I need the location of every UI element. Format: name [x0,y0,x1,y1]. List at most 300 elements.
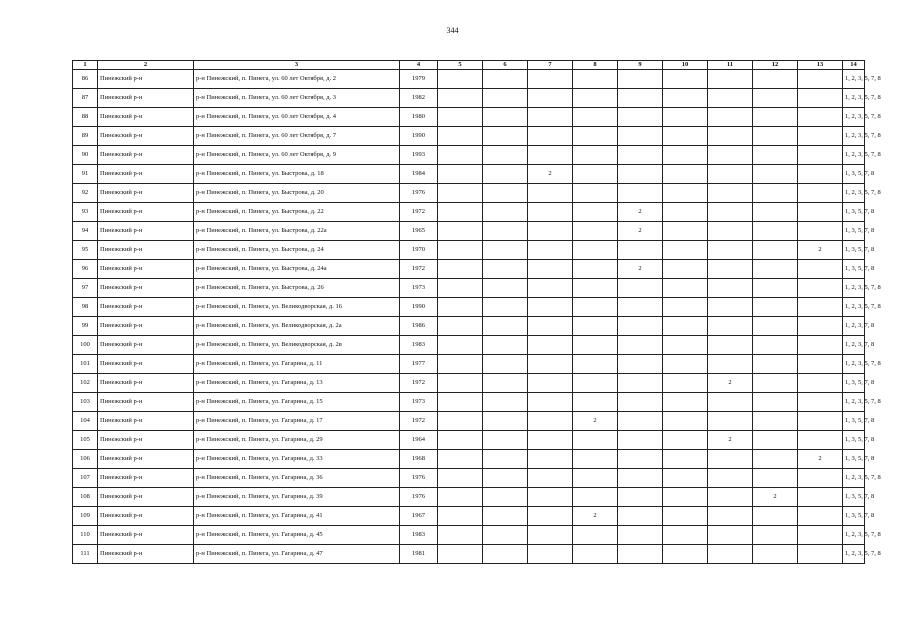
year-cell: 1983 [400,336,438,355]
value-cell-7 [528,412,573,431]
value-cell-13 [798,317,843,336]
address-cell: р-н Пинежский, п. Пинега, ул. Гагарина, д. 41 [194,507,400,526]
row-number: 106 [73,450,98,469]
table-row [73,355,865,374]
table-body [73,70,881,564]
address-cell: р-н Пинежский, п. Пинега, ул. Гагарина, д. 17 [194,412,400,431]
value-cell-5 [438,203,483,222]
row-number: 110 [73,526,98,545]
criteria-cell: 1, 3, 5, 7, 8 [843,241,865,260]
value-cell-5 [438,507,483,526]
district-cell: Пинежский р-н [98,70,194,89]
district-cell: Пинежский р-н [98,450,194,469]
address-cell: р-н Пинежский, п. Пинега, ул. Гагарина, д. 45 [194,526,400,545]
value-cell-7 [528,431,573,450]
value-cell-12 [753,431,798,450]
district-cell: Пинежский р-н [98,298,194,317]
row-number: 108 [73,488,98,507]
value-cell-8 [573,298,618,317]
value-cell-13 [798,412,843,431]
value-cell-8 [573,317,618,336]
value-cell-8 [573,336,618,355]
value-cell-11 [708,412,753,431]
value-cell-9 [618,488,663,507]
value-cell-6 [483,545,528,564]
row-number: 87 [73,89,98,108]
table-row [73,488,865,507]
value-cell-13 [798,374,843,393]
year-cell: 1968 [400,450,438,469]
value-cell-12 [753,184,798,203]
value-cell-8 [573,545,618,564]
value-cell-10 [663,127,708,146]
criteria-cell: 1, 3, 5, 7, 8 [843,412,865,431]
criteria-cell: 1, 2, 3, 5, 7, 8 [843,545,865,564]
value-cell-12 [753,70,798,89]
value-cell-7 [528,108,573,127]
district-cell: Пинежский р-н [98,317,194,336]
column-header: 7 [528,61,573,70]
table-row [73,298,865,317]
address-cell: р-н Пинежский, п. Пинега, ул. Быстрова, д. 18 [194,165,400,184]
value-cell-6 [483,317,528,336]
row-number: 104 [73,412,98,431]
value-cell-9 [618,412,663,431]
value-cell-12 [753,241,798,260]
value-cell-8 [573,70,618,89]
value-cell-9 [618,317,663,336]
value-cell-8 [573,450,618,469]
value-cell-7 [528,241,573,260]
table-row [73,374,865,393]
value-cell-10 [663,412,708,431]
value-cell-12 [753,374,798,393]
value-cell-11: 2 [708,374,753,393]
value-cell-11 [708,146,753,165]
year-cell: 1984 [400,165,438,184]
criteria-cell: 1, 3, 5, 7, 8 [843,488,865,507]
value-cell-5 [438,127,483,146]
value-cell-8 [573,431,618,450]
address-cell: р-н Пинежский, п. Пинега, ул. Гагарина, д. 36 [194,469,400,488]
value-cell-10 [663,355,708,374]
table-row [73,241,865,260]
value-cell-10 [663,336,708,355]
value-cell-5 [438,488,483,507]
criteria-cell: 1, 2, 3, 5, 7, 8 [843,89,865,108]
row-number: 88 [73,108,98,127]
value-cell-5 [438,89,483,108]
table-row [73,203,865,222]
address-cell: р-н Пинежский, п. Пинега, ул. Быстрова, д. 22 [194,203,400,222]
value-cell-5 [438,165,483,184]
column-header: 10 [663,61,708,70]
value-cell-11 [708,127,753,146]
value-cell-12 [753,469,798,488]
value-cell-7 [528,450,573,469]
address-cell: р-н Пинежский, п. Пинега, ул. Быстрова, д. 20 [194,184,400,203]
value-cell-9 [618,241,663,260]
district-cell: Пинежский р-н [98,241,194,260]
value-cell-8 [573,526,618,545]
value-cell-7 [528,260,573,279]
value-cell-5 [438,70,483,89]
address-cell: р-н Пинежский, п. Пинега, ул. Великодворская, д. 2в [194,336,400,355]
criteria-cell: 1, 3, 5, 7, 8 [843,507,865,526]
value-cell-11 [708,450,753,469]
value-cell-5 [438,545,483,564]
value-cell-8 [573,374,618,393]
row-number: 101 [73,355,98,374]
table-row [73,279,865,298]
criteria-cell: 1, 2, 3, 7, 8 [843,336,865,355]
criteria-cell: 1, 3, 5, 7, 8 [843,374,865,393]
year-cell: 1972 [400,260,438,279]
value-cell-11 [708,241,753,260]
district-cell: Пинежский р-н [98,336,194,355]
row-number: 97 [73,279,98,298]
address-cell: р-н Пинежский, п. Пинега, ул. Гагарина, д. 15 [194,393,400,412]
value-cell-7 [528,355,573,374]
value-cell-13 [798,545,843,564]
year-cell: 1970 [400,241,438,260]
address-cell: р-н Пинежский, п. Пинега, ул. Быстрова, д. 24 [194,241,400,260]
value-cell-10 [663,146,708,165]
value-cell-6 [483,526,528,545]
value-cell-11 [708,165,753,184]
value-cell-5 [438,469,483,488]
row-number: 94 [73,222,98,241]
district-cell: Пинежский р-н [98,431,194,450]
table-row [73,70,865,89]
value-cell-5 [438,450,483,469]
value-cell-10 [663,526,708,545]
value-cell-10 [663,89,708,108]
value-cell-9 [618,336,663,355]
address-cell: р-н Пинежский, п. Пинега, ул. 60 лет Октября, д. 3 [194,89,400,108]
value-cell-5 [438,260,483,279]
value-cell-10 [663,203,708,222]
row-number: 111 [73,545,98,564]
value-cell-13 [798,203,843,222]
value-cell-11: 2 [708,431,753,450]
value-cell-11 [708,526,753,545]
row-number: 89 [73,127,98,146]
value-cell-7 [528,222,573,241]
value-cell-6 [483,127,528,146]
district-cell: Пинежский р-н [98,412,194,431]
table-row [73,165,865,184]
table-row [73,431,865,450]
value-cell-11 [708,279,753,298]
value-cell-6 [483,412,528,431]
value-cell-13 [798,336,843,355]
value-cell-5 [438,108,483,127]
value-cell-13 [798,260,843,279]
year-cell: 1964 [400,431,438,450]
value-cell-10 [663,507,708,526]
value-cell-12 [753,317,798,336]
table-row [73,393,865,412]
value-cell-12 [753,336,798,355]
value-cell-12 [753,165,798,184]
value-cell-9: 2 [618,203,663,222]
criteria-cell: 1, 3, 5, 7, 8 [843,450,865,469]
district-cell: Пинежский р-н [98,279,194,298]
district-cell: Пинежский р-н [98,165,194,184]
value-cell-12 [753,393,798,412]
value-cell-6 [483,355,528,374]
column-header: 11 [708,61,753,70]
district-cell: Пинежский р-н [98,260,194,279]
value-cell-8 [573,260,618,279]
criteria-cell: 1, 2, 3, 5, 7, 8 [843,469,865,488]
column-header: 8 [573,61,618,70]
table-row [73,526,865,545]
value-cell-7 [528,469,573,488]
district-cell: Пинежский р-н [98,374,194,393]
table-row [73,222,865,241]
row-number: 96 [73,260,98,279]
district-cell: Пинежский р-н [98,507,194,526]
value-cell-5 [438,222,483,241]
value-cell-6 [483,469,528,488]
value-cell-10 [663,317,708,336]
value-cell-6 [483,260,528,279]
address-cell: р-н Пинежский, п. Пинега, ул. Гагарина, д. 11 [194,355,400,374]
value-cell-10 [663,184,708,203]
column-header: 13 [798,61,843,70]
value-cell-13: 2 [798,241,843,260]
value-cell-12 [753,108,798,127]
value-cell-9 [618,431,663,450]
value-cell-5 [438,241,483,260]
table-row [73,317,865,336]
value-cell-11 [708,222,753,241]
district-cell: Пинежский р-н [98,203,194,222]
column-header: 2 [98,61,194,70]
value-cell-13 [798,108,843,127]
value-cell-6 [483,336,528,355]
year-cell: 1976 [400,469,438,488]
value-cell-9 [618,374,663,393]
value-cell-13 [798,146,843,165]
district-cell: Пинежский р-н [98,127,194,146]
value-cell-13 [798,279,843,298]
year-cell: 1982 [400,89,438,108]
value-cell-10 [663,393,708,412]
value-cell-10 [663,108,708,127]
value-cell-5 [438,298,483,317]
table-row [73,260,865,279]
value-cell-7 [528,279,573,298]
district-cell: Пинежский р-н [98,355,194,374]
year-cell: 1979 [400,70,438,89]
year-cell: 1993 [400,146,438,165]
value-cell-6 [483,507,528,526]
value-cell-8 [573,203,618,222]
value-cell-9 [618,70,663,89]
criteria-cell: 1, 2, 3, 5, 7, 8 [843,146,865,165]
value-cell-5 [438,431,483,450]
value-cell-9 [618,469,663,488]
value-cell-12 [753,298,798,317]
table-row [73,89,865,108]
value-cell-9 [618,526,663,545]
value-cell-10 [663,298,708,317]
value-cell-6 [483,298,528,317]
address-cell: р-н Пинежский, п. Пинега, ул. Гагарина, д. 13 [194,374,400,393]
value-cell-13 [798,298,843,317]
value-cell-13: 2 [798,450,843,469]
value-cell-6 [483,184,528,203]
district-cell: Пинежский р-н [98,222,194,241]
value-cell-9: 2 [618,222,663,241]
value-cell-9 [618,545,663,564]
district-cell: Пинежский р-н [98,146,194,165]
value-cell-7 [528,526,573,545]
year-cell: 1967 [400,507,438,526]
value-cell-6 [483,222,528,241]
value-cell-6 [483,70,528,89]
value-cell-12 [753,355,798,374]
header-row [73,61,865,70]
value-cell-10 [663,260,708,279]
value-cell-10 [663,431,708,450]
year-cell: 1990 [400,127,438,146]
value-cell-10 [663,374,708,393]
value-cell-13 [798,526,843,545]
value-cell-13 [798,393,843,412]
table-row [73,412,865,431]
value-cell-12 [753,260,798,279]
table-row [73,127,865,146]
value-cell-9 [618,355,663,374]
value-cell-10 [663,222,708,241]
criteria-cell: 1, 2, 3, 5, 7, 8 [843,393,865,412]
value-cell-6 [483,203,528,222]
district-cell: Пинежский р-н [98,184,194,203]
value-cell-10 [663,165,708,184]
value-cell-9 [618,507,663,526]
value-cell-10 [663,450,708,469]
value-cell-6 [483,241,528,260]
table-row [73,184,865,203]
column-header: 3 [194,61,400,70]
row-number: 109 [73,507,98,526]
address-cell: р-н Пинежский, п. Пинега, ул. Гагарина, д. 29 [194,431,400,450]
value-cell-5 [438,412,483,431]
value-cell-9 [618,279,663,298]
value-cell-12 [753,89,798,108]
criteria-cell: 1, 3, 5, 7, 8 [843,431,865,450]
table-row [73,108,865,127]
value-cell-12 [753,507,798,526]
value-cell-9 [618,184,663,203]
value-cell-12 [753,450,798,469]
row-number: 90 [73,146,98,165]
value-cell-13 [798,70,843,89]
value-cell-10 [663,279,708,298]
value-cell-6 [483,374,528,393]
address-cell: р-н Пинежский, п. Пинега, ул. 60 лет Октября, д. 4 [194,108,400,127]
value-cell-5 [438,279,483,298]
address-cell: р-н Пинежский, п. Пинега, ул. Великодворская, д. 2а [194,317,400,336]
year-cell: 1972 [400,374,438,393]
value-cell-5 [438,526,483,545]
district-cell: Пинежский р-н [98,89,194,108]
district-cell: Пинежский р-н [98,108,194,127]
value-cell-8 [573,355,618,374]
value-cell-7 [528,203,573,222]
address-cell: р-н Пинежский, п. Пинега, ул. 60 лет Октября, д. 2 [194,70,400,89]
value-cell-6 [483,89,528,108]
criteria-cell: 1, 2, 3, 5, 7, 8 [843,526,865,545]
year-cell: 1972 [400,203,438,222]
value-cell-10 [663,469,708,488]
value-cell-12 [753,203,798,222]
value-cell-7 [528,298,573,317]
value-cell-5 [438,146,483,165]
value-cell-12: 2 [753,488,798,507]
year-cell: 1965 [400,222,438,241]
district-cell: Пинежский р-н [98,488,194,507]
year-cell: 1980 [400,108,438,127]
value-cell-8 [573,488,618,507]
value-cell-7 [528,127,573,146]
value-cell-9: 2 [618,260,663,279]
address-cell: р-н Пинежский, п. Пинега, ул. Быстрова, д. 24а [194,260,400,279]
value-cell-5 [438,355,483,374]
value-cell-7 [528,317,573,336]
value-cell-8: 2 [573,507,618,526]
value-cell-11 [708,260,753,279]
row-number: 102 [73,374,98,393]
row-number: 105 [73,431,98,450]
row-number: 92 [73,184,98,203]
value-cell-11 [708,469,753,488]
value-cell-11 [708,355,753,374]
year-cell: 1973 [400,393,438,412]
value-cell-10 [663,241,708,260]
value-cell-5 [438,336,483,355]
value-cell-11 [708,336,753,355]
value-cell-13 [798,488,843,507]
value-cell-7 [528,146,573,165]
value-cell-8 [573,184,618,203]
value-cell-12 [753,127,798,146]
criteria-cell: 1, 2, 3, 5, 7, 8 [843,355,865,374]
address-cell: р-н Пинежский, п. Пинега, ул. Гагарина, д. 47 [194,545,400,564]
value-cell-12 [753,146,798,165]
value-cell-13 [798,89,843,108]
value-cell-7 [528,488,573,507]
value-cell-13 [798,127,843,146]
district-cell: Пинежский р-н [98,393,194,412]
value-cell-13 [798,165,843,184]
value-cell-6 [483,279,528,298]
criteria-cell: 1, 2, 3, 5, 7, 8 [843,127,865,146]
year-cell: 1973 [400,279,438,298]
value-cell-7 [528,184,573,203]
value-cell-9 [618,450,663,469]
table-row [73,336,865,355]
value-cell-13 [798,469,843,488]
year-cell: 1976 [400,488,438,507]
district-cell: Пинежский р-н [98,526,194,545]
value-cell-12 [753,279,798,298]
value-cell-11 [708,70,753,89]
